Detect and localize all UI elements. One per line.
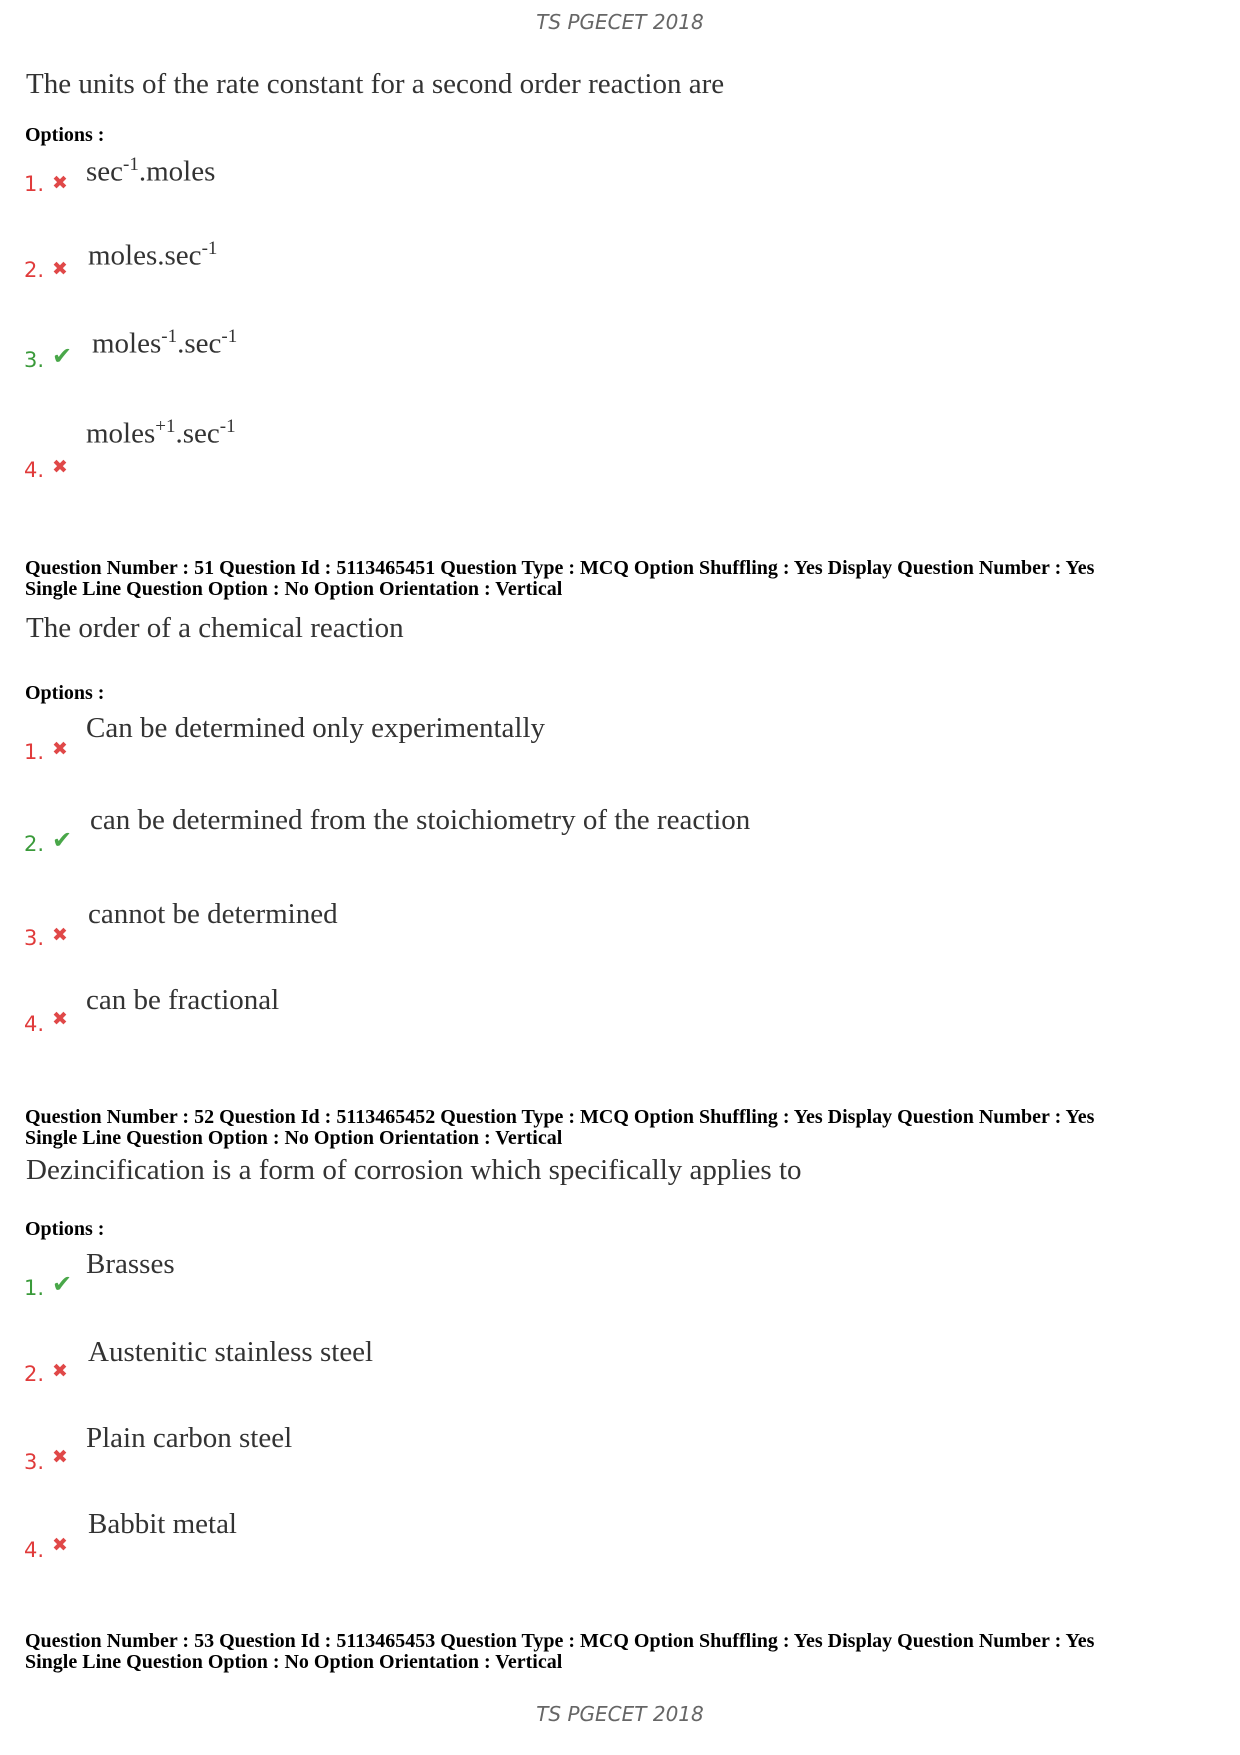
- option-item: [0, 326, 1240, 386]
- checkmark-icon: ✔: [52, 1270, 73, 1298]
- option-item: [0, 1422, 1240, 1482]
- question-text: The units of the rate constant for a second order reaction are: [26, 68, 725, 100]
- cross-icon: ✖: [52, 738, 68, 760]
- option-item: [0, 712, 1240, 772]
- cross-icon: ✖: [52, 1534, 68, 1556]
- option-item: [0, 1336, 1240, 1396]
- option-text: Can be determined only experimentally: [86, 712, 546, 744]
- option-text: can be fractional: [86, 984, 280, 1016]
- option-number: 3.: [24, 348, 45, 372]
- option-text: Brasses: [86, 1248, 175, 1280]
- option-text: $moles^{-1}.\sec^{-1}$: [92, 326, 238, 360]
- cross-icon: ✖: [52, 1446, 68, 1468]
- option-text: $\sec^{-1}.moles$: [86, 154, 216, 188]
- cross-icon: ✖: [52, 924, 68, 946]
- page-footer: TS PGECET 2018: [536, 1702, 704, 1726]
- option-text: Austenitic stainless steel: [88, 1336, 374, 1368]
- option-item: [0, 898, 1240, 958]
- option-text: can be determined from the stoichiometry of the reaction: [90, 804, 751, 836]
- option-number: 3.: [24, 926, 45, 950]
- option-number: 2.: [24, 258, 45, 282]
- option-text: Babbit metal: [88, 1508, 237, 1540]
- cross-icon: ✖: [52, 172, 68, 194]
- cross-icon: ✖: [52, 1008, 68, 1030]
- option-number: 3.: [24, 1450, 45, 1474]
- checkmark-icon: ✔: [52, 342, 73, 370]
- option-text: cannot be determined: [88, 898, 338, 930]
- option-item: [0, 152, 1240, 212]
- question-meta: Question Number : 51 Question Id : 5113465451 Question Type : MCQ Option Shuffling : Yes Display Question Number : Yes Single Line Question Option : No Option Orientation : Vertical: [25, 557, 1095, 600]
- option-text: $moles^{+1}.\sec^{-1}$: [86, 416, 236, 450]
- question-meta: Question Number : 52 Question Id : 5113465452 Question Type : MCQ Option Shuffling : Yes Display Question Number : Yes Single Line Question Option : No Option Orientation : Vertical: [25, 1106, 1095, 1149]
- cross-icon: ✖: [52, 258, 68, 280]
- option-number: 4.: [24, 1538, 45, 1562]
- option-number: 1.: [24, 740, 45, 764]
- option-text: $moles.\sec^{-1}$: [88, 238, 218, 272]
- option-item: [0, 984, 1240, 1044]
- option-number: 1.: [24, 172, 45, 196]
- cross-icon: ✖: [52, 456, 68, 478]
- page-header: TS PGECET 2018: [536, 10, 704, 34]
- question-meta: Question Number : 53 Question Id : 5113465453 Question Type : MCQ Option Shuffling : Yes Display Question Number : Yes Single Line Question Option : No Option Orientation : Vertical: [25, 1630, 1095, 1673]
- question-text: Dezincification is a form of corrosion which specifically applies to: [26, 1154, 802, 1186]
- option-number: 4.: [24, 458, 45, 482]
- option-number: 2.: [24, 832, 45, 856]
- checkmark-icon: ✔: [52, 826, 73, 854]
- options-label: Options :: [25, 1218, 105, 1240]
- option-item: [0, 238, 1240, 298]
- option-number: 1.: [24, 1276, 45, 1300]
- option-item: [0, 416, 1240, 482]
- cross-icon: ✖: [52, 1360, 68, 1382]
- option-item: [0, 1248, 1240, 1308]
- options-label: Options :: [25, 124, 105, 146]
- option-item: [0, 1508, 1240, 1568]
- option-item: [0, 804, 1240, 864]
- option-number: 4.: [24, 1012, 45, 1036]
- options-label: Options :: [25, 682, 105, 704]
- option-number: 2.: [24, 1362, 45, 1386]
- question-text: The order of a chemical reaction: [26, 612, 404, 644]
- option-text: Plain carbon steel: [86, 1422, 293, 1454]
